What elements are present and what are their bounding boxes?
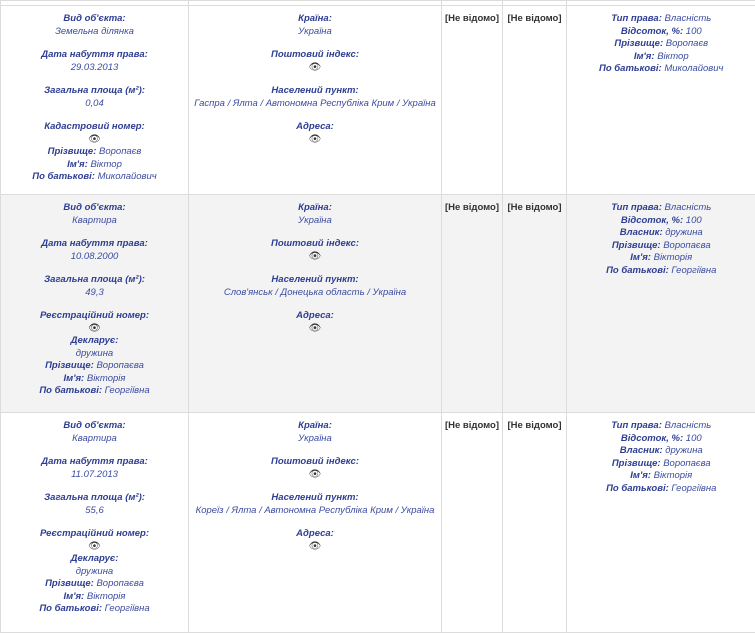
rights-patronymic-value: Георгіївна	[671, 265, 716, 276]
settlement-label: Населений пункт:	[189, 492, 441, 505]
eye-slash-icon: 👁︎	[309, 134, 322, 146]
postal-index-label: Поштовий індекс:	[189, 238, 441, 251]
object-type-label: Вид об'єкта:	[1, 420, 188, 433]
declarant-value: дружина	[1, 566, 188, 579]
total-area-value: 55,6	[1, 505, 188, 518]
object-cell	[1, 195, 189, 413]
acquisition-date-value: 29.03.2013	[1, 62, 188, 75]
rights-cell	[567, 413, 755, 633]
surname-value: Воропаєва	[96, 578, 143, 589]
owner-value: дружина	[665, 227, 702, 238]
object-type-label: Вид об'єкта:	[1, 202, 188, 215]
rights-name-label: Ім'я:	[634, 51, 655, 62]
country-label: Країна:	[189, 202, 441, 215]
rights-surname-label: Прізвище:	[612, 458, 661, 469]
object-type-value: Квартира	[1, 433, 188, 446]
percent-value: 100	[686, 433, 702, 444]
rights-surname-label: Прізвище:	[614, 38, 663, 49]
total-area-value: 0,04	[1, 98, 188, 111]
owner-value: дружина	[665, 445, 702, 456]
surname-label: Прізвище:	[48, 146, 97, 157]
name-value: Віктор	[90, 159, 121, 170]
rights-cell	[567, 195, 755, 413]
settlement-label: Населений пункт:	[189, 85, 441, 98]
rights-patronymic-label: По батькові:	[606, 265, 669, 276]
owner-label: Власник:	[620, 445, 663, 456]
eye-slash-icon: 👁︎	[309, 323, 322, 335]
patronymic-label: По батькові:	[32, 171, 95, 182]
patronymic-value: Георгіївна	[105, 385, 150, 396]
rights-cell	[567, 6, 755, 195]
percent-value: 100	[686, 215, 702, 226]
address-label: Адреса:	[189, 310, 441, 323]
settlement-value: Слов'янськ / Донецька область / Україна	[189, 287, 441, 300]
location-cell	[189, 195, 442, 413]
name-value: Вікторія	[87, 373, 126, 384]
acquisition-date-value: 11.07.2013	[1, 469, 188, 482]
rights-name-value: Вікторія	[654, 252, 693, 263]
cost-by-valuation: [Не відомо]	[503, 6, 567, 195]
country-label: Країна:	[189, 13, 441, 26]
declarant-label: Декларує:	[1, 335, 188, 348]
right-type-value: Власність	[665, 420, 712, 431]
eye-slash-icon: 👁︎	[88, 323, 101, 335]
surname-label: Прізвище:	[45, 360, 94, 371]
object-cell	[1, 6, 189, 195]
country-label: Країна:	[189, 420, 441, 433]
total-area-label: Загальна площа (м²):	[1, 492, 188, 505]
address-label: Адреса:	[189, 121, 441, 134]
total-area-label: Загальна площа (м²):	[1, 274, 188, 287]
percent-value: 100	[686, 26, 702, 37]
patronymic-label: По батькові:	[39, 603, 102, 614]
settlement-value: Гаспра / Ялта / Автономна Республіка Крим / Україна	[189, 98, 441, 111]
cadastral-number-label: Кадастровий номер:	[1, 121, 188, 134]
registration-number-label: Реєстраційний номер:	[1, 310, 188, 323]
settlement-value: Кореїз / Ялта / Автономна Республіка Крим / Україна	[189, 505, 441, 518]
percent-label: Відсоток, %:	[621, 433, 683, 444]
surname-value: Воропаєва	[96, 360, 143, 371]
eye-slash-icon: 👁︎	[309, 469, 322, 481]
cost-by-valuation: [Не відомо]	[503, 195, 567, 413]
name-value: Вікторія	[87, 591, 126, 602]
name-label: Ім'я:	[67, 159, 88, 170]
eye-slash-icon: 👁︎	[88, 134, 101, 146]
country-value: Україна	[189, 26, 441, 39]
rights-patronymic-value: Миколайович	[664, 63, 723, 74]
rights-patronymic-label: По батькові:	[599, 63, 662, 74]
surname-value: Воропаєв	[99, 146, 141, 157]
address-label: Адреса:	[189, 528, 441, 541]
total-area-value: 49,3	[1, 287, 188, 300]
owner-label: Власник:	[620, 227, 663, 238]
eye-slash-icon: 👁︎	[309, 541, 322, 553]
country-value: Україна	[189, 433, 441, 446]
eye-slash-icon: 👁︎	[309, 251, 322, 263]
object-type-value: Квартира	[1, 215, 188, 228]
location-cell	[189, 413, 442, 633]
percent-label: Відсоток, %:	[621, 215, 683, 226]
table-row	[1, 195, 755, 413]
postal-index-label: Поштовий індекс:	[189, 456, 441, 469]
rights-name-value: Віктор	[657, 51, 688, 62]
patronymic-value: Миколайович	[98, 171, 157, 182]
eye-slash-icon: 👁︎	[309, 62, 322, 74]
cost-at-acquisition: [Не відомо]	[442, 195, 503, 413]
patronymic-label: По батькові:	[39, 385, 102, 396]
object-type-value: Земельна ділянка	[1, 26, 188, 39]
surname-label: Прізвище:	[45, 578, 94, 589]
declarant-value: дружина	[1, 348, 188, 361]
table-row	[1, 6, 755, 195]
acquisition-date-value: 10.08.2000	[1, 251, 188, 264]
name-label: Ім'я:	[64, 591, 85, 602]
right-type-value: Власність	[665, 13, 712, 24]
acquisition-date-label: Дата набуття права:	[1, 456, 188, 469]
right-type-label: Тип права:	[611, 13, 662, 24]
percent-label: Відсоток, %:	[621, 26, 683, 37]
rights-name-label: Ім'я:	[630, 470, 651, 481]
acquisition-date-label: Дата набуття права:	[1, 49, 188, 62]
registration-number-label: Реєстраційний номер:	[1, 528, 188, 541]
rights-surname-label: Прізвище:	[612, 240, 661, 251]
total-area-label: Загальна площа (м²):	[1, 85, 188, 98]
acquisition-date-label: Дата набуття права:	[1, 238, 188, 251]
rights-surname-value: Воропаєва	[663, 240, 710, 251]
cost-by-valuation: [Не відомо]	[503, 413, 567, 633]
right-type-label: Тип права:	[611, 420, 662, 431]
patronymic-value: Георгіївна	[105, 603, 150, 614]
rights-name-label: Ім'я:	[630, 252, 651, 263]
object-type-label: Вид об'єкта:	[1, 13, 188, 26]
eye-slash-icon: 👁︎	[88, 541, 101, 553]
rights-surname-value: Воропаєв	[666, 38, 708, 49]
settlement-label: Населений пункт:	[189, 274, 441, 287]
rights-patronymic-label: По батькові:	[606, 483, 669, 494]
object-cell	[1, 413, 189, 633]
rights-name-value: Вікторія	[654, 470, 693, 481]
rights-patronymic-value: Георгіївна	[671, 483, 716, 494]
location-cell	[189, 6, 442, 195]
cost-at-acquisition: [Не відомо]	[442, 413, 503, 633]
right-type-label: Тип права:	[611, 202, 662, 213]
postal-index-label: Поштовий індекс:	[189, 49, 441, 62]
country-value: Україна	[189, 215, 441, 228]
cost-at-acquisition: [Не відомо]	[442, 6, 503, 195]
table-row	[1, 413, 755, 633]
right-type-value: Власність	[665, 202, 712, 213]
rights-surname-value: Воропаєва	[663, 458, 710, 469]
name-label: Ім'я:	[64, 373, 85, 384]
declarant-label: Декларує:	[1, 553, 188, 566]
